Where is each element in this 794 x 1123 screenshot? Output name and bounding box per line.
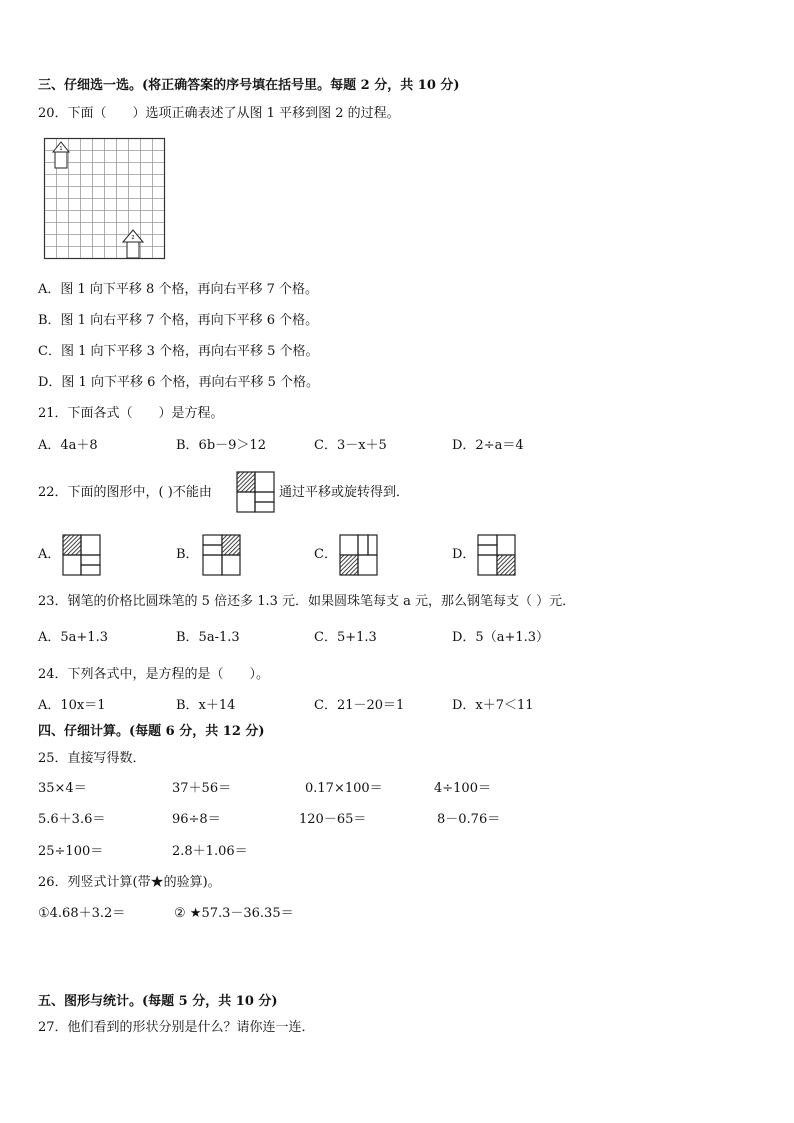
- q23-option-b: B．5a-1.3: [176, 630, 240, 645]
- q27-stem: 27．他们看到的形状分别是什么？请你连一连．: [38, 1020, 315, 1035]
- q25-item: 4÷100＝: [434, 781, 491, 796]
- q22-option-a-label: A．: [38, 547, 61, 562]
- q22-option-d-figure: [477, 534, 517, 576]
- q22-option-c-figure: [339, 534, 379, 576]
- q22-reference-figure: [236, 471, 276, 513]
- q22-option-d-label: D．: [452, 547, 476, 562]
- q26-item-1: ①4.68＋3.2＝: [38, 906, 126, 921]
- q25-item: 25÷100＝: [38, 844, 104, 859]
- q21-option-a: A．4a＋8: [38, 438, 98, 453]
- q23-option-a: A．5a+1.3: [38, 630, 108, 645]
- q25-item: 5.6＋3.6＝: [38, 812, 106, 827]
- q20-option-a: A．图 1 向下平移 8 个格，再向右平移 7 个格。: [38, 282, 318, 297]
- q20-option-c: C．图 1 向下平移 3 个格，再向右平移 5 个格。: [38, 344, 319, 359]
- house-1-label: 1: [59, 146, 63, 152]
- q22-option-b-figure: [202, 534, 242, 576]
- house-figure-1: [53, 142, 69, 168]
- q24-option-b: B．x＋14: [176, 698, 236, 713]
- q26-item-2: ② ★57.3－36.35＝: [174, 906, 294, 921]
- q20-option-b: B．图 1 向右平移 7 个格，再向下平移 6 个格。: [38, 313, 319, 328]
- q21-stem: 21．下面各式（ ）是方程。: [38, 406, 224, 421]
- section5-title: 五、图形与统计。(每题 5 分，共 10 分): [38, 994, 278, 1009]
- q21-option-c: C．3－x＋5: [314, 438, 387, 453]
- q23-option-d: D．5（a+1.3）: [452, 630, 550, 645]
- house-2-label: 2: [131, 235, 135, 241]
- q23-stem: 23．钢笔的价格比圆珠笔的 5 倍还多 1.3 元．如果圆珠笔每支 a 元，那么钢笔每支（ ）元．: [38, 594, 576, 609]
- q25-item: 120－65＝: [299, 812, 367, 827]
- q25-item: 35×4＝: [38, 781, 87, 796]
- q20-option-d: D．图 1 向下平移 6 个格，再向右平移 5 个格。: [38, 375, 320, 390]
- q21-option-b: B．6b－9＞12: [176, 438, 266, 453]
- q22-option-a-figure: [62, 534, 102, 576]
- section3-title: 三、仔细选一选。(将正确答案的序号填在括号里。每题 2 分，共 10 分): [38, 78, 460, 93]
- q25-stem: 25．直接写得数．: [38, 751, 146, 766]
- q20-grid-figure: [44, 138, 168, 260]
- q25-item: 37＋56＝: [172, 781, 232, 796]
- q20-stem: 20．下面（ ）选项正确表述了从图 1 平移到图 2 的过程。: [38, 106, 400, 121]
- q22-stem-after: 通过平移或旋转得到．: [279, 485, 410, 500]
- q21-option-d: D．2÷a＝4: [452, 438, 524, 453]
- q24-stem: 24．下列各式中，是方程的是（ ）。: [38, 667, 270, 682]
- q25-item: 2.8＋1.06＝: [172, 844, 248, 859]
- q23-option-c: C．5+1.3: [314, 630, 377, 645]
- q24-option-d: D．x＋7＜11: [452, 698, 534, 713]
- q25-item: 0.17×100＝: [305, 781, 383, 796]
- q22-option-c-label: C．: [314, 547, 337, 562]
- q24-option-a: A．10x＝1: [38, 698, 106, 713]
- q26-stem: 26．列竖式计算(带★的验算)。: [38, 875, 221, 890]
- q25-item: 8－0.76＝: [437, 812, 501, 827]
- section4-title: 四、仔细计算。(每题 6 分，共 12 分): [38, 724, 265, 739]
- q22-option-b-label: B．: [176, 547, 199, 562]
- q24-option-c: C．21－20＝1: [314, 698, 405, 713]
- q22-stem-before: 22．下面的图形中，( )不能由: [38, 485, 212, 500]
- q25-item: 96÷8＝: [172, 812, 221, 827]
